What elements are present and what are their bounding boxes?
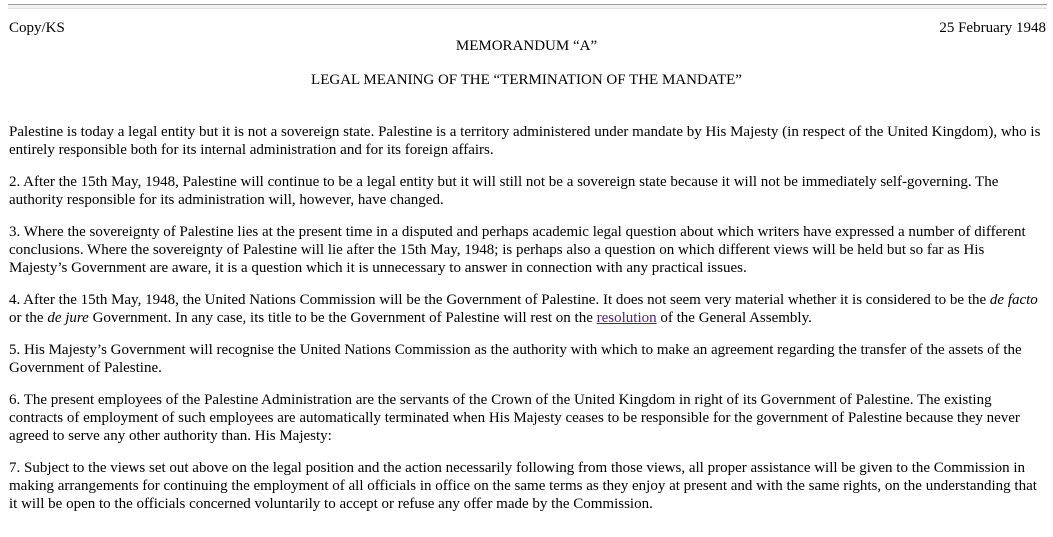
document-title: LEGAL MEANING OF THE “TERMINATION OF THE MANDATE”	[311, 72, 742, 88]
paragraph-4	[9, 291, 1045, 327]
paragraph-6: 6. The present employees of the Palestine Administration are the servants of the Crown of the United Kingdom in right of its Government of Palestine. The existing contracts of employment of such employees are automatically terminated when His Majesty ceases to be responsible for the government of Palestine because they never agreed to serve any other authority than. His Majesty:	[9, 392, 1020, 444]
document-body	[9, 123, 1045, 527]
de-facto-term: de facto	[989, 292, 1038, 308]
memo-title: MEMORANDUM “A”	[455, 38, 598, 54]
paragraph-4-text-3: Government. In any case, its title to be the Government of Palestine will rest on the	[88, 310, 597, 326]
paragraph-1: Palestine is today a legal entity but it is not a sovereign state. Palestine is a territory administered under mandate by His Majesty (in respect of the United Kingdom), who is entirely responsible both for its internal administration and for its foreign affairs.	[9, 124, 1041, 158]
paragraph-3: 3. Where the sovereignty of Palestine lies at the present time in a disputed and perhaps academic legal question about which writers have expressed a number of different conclusions. Where the sovereignty of Palestine will lie after the 15th May, 1948; is perhaps also a question on which different views will be held but so far as His Majesty’s Government are aware, it is a question which it is unnecessary to answer in connection with any practical issues.	[9, 224, 1026, 276]
paragraph-5: 5. His Majesty’s Government will recognise the United Nations Commission as the authority with which to make an agreement regarding the transfer of the assets of the Government of Palestine.	[9, 342, 1022, 376]
paragraph-4-text-1: 4. After the 15th May, 1948, the United Nations Commission will be the Government of Palestine. It does not seem very material whether it is considered to be the	[9, 292, 990, 308]
resolution-link[interactable]: resolution	[596, 310, 657, 326]
document-date: 25 February 1948	[939, 20, 1046, 36]
paragraph-7: 7. Subject to the views set out above on the legal position and the action necessarily following from those views, all proper assistance will be given to the Commission in making arrangements for continuing the employment of all officials in office on the same terms as they enjoy at present and with the same rights, on the understanding that it will be open to the officials concerned voluntarily to accept or refuse any offer made by the Commission.	[9, 460, 1037, 512]
paragraph-2: 2. After the 15th May, 1948, Palestine will continue to be a legal entity but it will still not be a sovereign state because it will not be immediately self-governing. The authority responsible for its administration will, however, have changed.	[9, 174, 999, 208]
top-divider	[8, 4, 1047, 9]
document-header	[9, 19, 1046, 39]
paragraph-4-text-2: or the	[9, 310, 48, 326]
copy-reference: Copy/KS	[9, 20, 65, 36]
de-jure-term: de jure	[47, 310, 89, 326]
paragraph-4-text-4: of the General Assembly.	[656, 310, 812, 326]
